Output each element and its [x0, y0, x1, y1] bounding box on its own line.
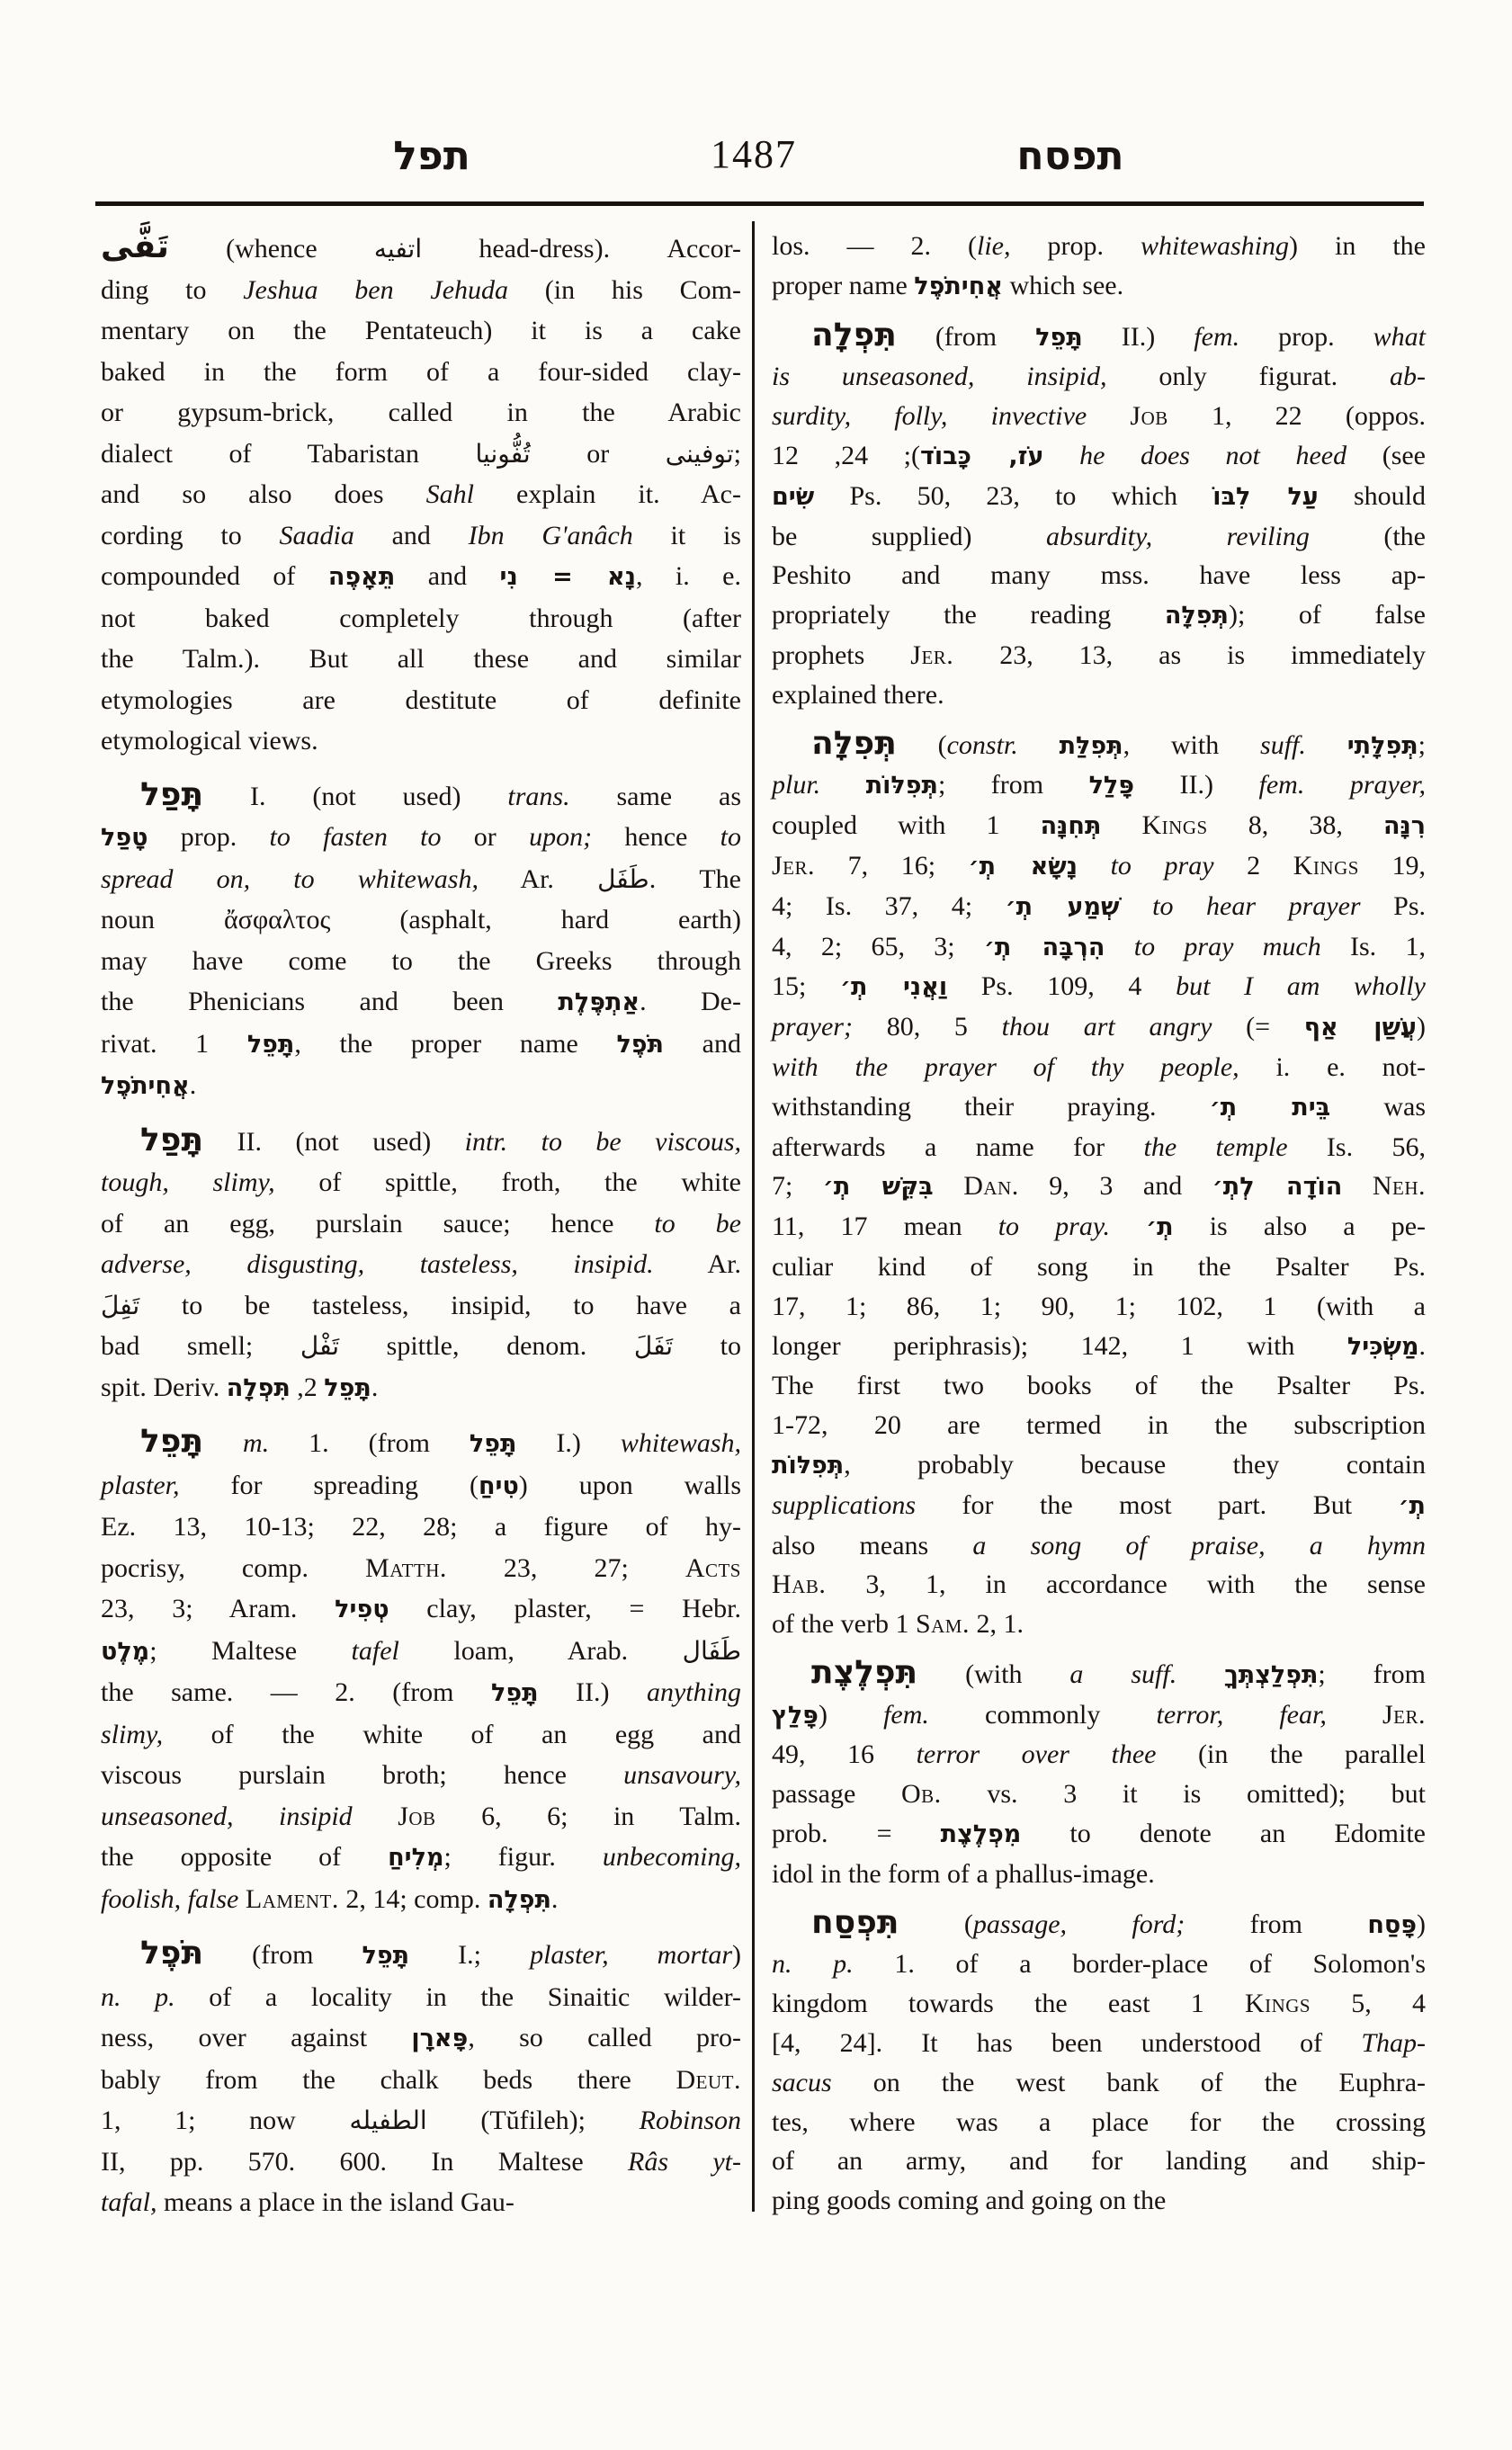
book-reference: Jer.: [910, 639, 954, 670]
hebrew-term: תָּפֵל: [491, 1679, 539, 1707]
text-line: cording to Saadia and Ibn G'anâch it is: [101, 520, 741, 550]
entry-paragraph: [772, 227, 1426, 307]
text-line: explained there.: [772, 679, 944, 710]
hebrew-term: תְ׳: [1398, 1491, 1426, 1520]
text-line: עֹז, כָּבוֹד); 24, 12 he does not heed (see: [772, 440, 1426, 470]
hebrew-term: פָּלַל: [1088, 772, 1135, 800]
text-line: 7; בִּקֵּשׁ תְ׳ Dan. 9, 3 and הוֹדָה לְתְ׳ Neh.: [772, 1171, 1427, 1202]
hebrew-term: אֲחִיתֹפֶל: [101, 1072, 190, 1100]
text-line: and so also does Sahl explain it. Ac-: [101, 479, 741, 509]
hebrew-term: תָּפֵל: [1035, 323, 1083, 352]
hebrew-term: פָּלַץ: [772, 1701, 819, 1730]
hebrew-term: תְּחִנָּה: [1040, 812, 1102, 841]
column-divider: [752, 221, 755, 2212]
header-keyword-left: תפל: [393, 133, 470, 179]
entry-paragraph: [772, 724, 1426, 1644]
text-line: tes, where was a place for the crossing: [772, 2106, 1426, 2137]
hebrew-term: תְּפִלָּה: [1164, 602, 1229, 630]
text-line: with the prayer of thy people, i. e. not-: [772, 1051, 1426, 1082]
text-line: withstanding their praying. בֵּית תְ׳ was: [772, 1091, 1427, 1122]
hebrew-term: תְּפִלָּתִי: [1346, 731, 1418, 760]
text-line: proper name אֲחִיתֹפֶל which see.: [772, 270, 1124, 300]
text-line: Ez. 13, 10-13; 22, 28; a figure of hy-: [101, 1512, 741, 1542]
hebrew-term: פָּסַח: [1367, 1910, 1417, 1939]
text-line: The first two books of the Psalter Ps.: [772, 1371, 1426, 1401]
header-rule: [95, 201, 1424, 206]
hebrew-term: תְ׳: [1146, 1213, 1174, 1242]
book-reference: Kings: [1141, 810, 1208, 841]
text-line: etymologies are destitute of definite: [101, 684, 741, 715]
text-line: sacus on the west bank of the Euphra-: [772, 2067, 1426, 2097]
book-reference: Sam.: [915, 1609, 970, 1640]
text-line: תְּפִלּוֹת, probably because they contain: [772, 1449, 1426, 1480]
hebrew-term: תְּפִלּוֹת: [865, 772, 938, 800]
text-line: prob. = מִפְלֶצֶת to denote an Edomite: [772, 1819, 1426, 1849]
hebrew-term: טִיחַ: [478, 1471, 519, 1500]
book-reference: Lament.: [245, 1883, 339, 1914]
text-line: 4; Is. 37, 4; שְׁמַע תְ׳ to hear prayer Ps.: [772, 890, 1427, 921]
arabic-term: تَفِلَ: [101, 1290, 140, 1320]
text-line: [4, 24]. It has been understood of Thap-: [772, 2028, 1426, 2059]
text-line: of the verb 1 Sam. 2, 1.: [772, 1609, 1024, 1640]
hebrew-term: טְפִיל: [335, 1596, 389, 1623]
hebrew-term: בֵּית תְ׳: [1209, 1093, 1331, 1122]
text-line: culiar kind of song in the Psalter Ps.: [772, 1251, 1426, 1282]
page-number: 1487: [711, 132, 797, 176]
text-line: unseasoned, insipid Job 6, 6; in Talm.: [101, 1801, 742, 1831]
text-line: تَفِلَ to be tasteless, insipid, to have a: [101, 1290, 741, 1320]
book-reference: Dan.: [963, 1171, 1019, 1202]
entry-paragraph: [101, 1120, 741, 1409]
text-line: טָפַל prop. to fasten to or upon; hence to: [101, 822, 741, 852]
entry-paragraph: [772, 316, 1426, 715]
hebrew-term: עֲשַׁן אַף: [1303, 1014, 1417, 1042]
text-line: or gypsum-brick, called in the Arabic: [101, 398, 741, 427]
text-line: 15; וַאֲנִי תְ׳ Ps. 109, 4 but I am wholly: [772, 971, 1427, 1002]
header-keyword-right: תפסח: [1016, 133, 1124, 179]
text-line: spread on, to whitewash, Ar. طَفَل. The: [101, 863, 741, 894]
text-line: תִּפְלָה (from תָּפֵל II.) fem. prop. what: [811, 316, 1426, 353]
hebrew-term: תָּפֵל: [469, 1430, 517, 1458]
arabic-term: تَفَلَ: [633, 1331, 674, 1361]
entry-paragraph: [772, 1653, 1426, 1894]
text-line: compounded of תֵּאָפֶה and נָא = נִי, i. e.: [101, 561, 741, 591]
text-line: viscous purslain broth; hence unsavoury,: [101, 1760, 741, 1790]
text-line: 23, 3; Aram. טְפִיל clay, plaster, = Hebr.: [101, 1594, 741, 1623]
entry-headword: תִּפְלֶצֶת: [811, 1653, 918, 1691]
text-line: kingdom towards the east 1 Kings 5, 4: [772, 1989, 1427, 2019]
text-line: slimy, of the white of an egg and: [101, 1719, 741, 1749]
book-reference: Hab.: [772, 1569, 827, 1600]
entry-headword: תֹּפֶל: [140, 1935, 204, 1972]
text-line: prophets Jer. 23, 13, as is immediately: [772, 639, 1426, 670]
text-line: supplications for the most part. But תְ׳: [772, 1489, 1426, 1520]
text-line: n. p. of a locality in the Sinaitic wilder-: [101, 1981, 742, 2012]
text-line: los. — 2. (lie, prop. whitewashing) in the: [772, 231, 1426, 261]
entry-headword: תִּפְלָה: [811, 316, 897, 353]
hebrew-term: נָשָׂא תְ׳: [968, 852, 1078, 881]
hebrew-term: מְלִיחַ: [388, 1844, 444, 1872]
book-reference: Job: [398, 1801, 436, 1831]
hebrew-term: תָּפֵל: [362, 1942, 410, 1970]
entry-paragraph: [101, 1421, 741, 1920]
hebrew-term: תִּפְלָה: [487, 1885, 551, 1914]
text-line: spit. Deriv. תָּפֵל 2, תִּפְלָה .: [101, 1372, 379, 1402]
hebrew-term: מִפְלֶצֶת: [940, 1820, 1022, 1849]
hebrew-term: וַאֲנִי תְ׳: [840, 973, 948, 1002]
hebrew-term: עֹז, כָּבוֹד: [920, 442, 1044, 470]
hebrew-term: תֹּפֶל: [616, 1030, 665, 1059]
hebrew-term: תְּפִלּוֹת: [772, 1451, 845, 1480]
entry-paragraph: [101, 1933, 741, 2223]
arabic-term: توفينى: [665, 438, 734, 469]
arabic-term: تَفْل: [300, 1331, 340, 1361]
hebrew-term: בִּקֵּשׁ תְ׳: [822, 1173, 934, 1202]
entry-paragraph: [101, 774, 741, 1107]
hebrew-term: עַל לִבּוֹ: [1212, 482, 1319, 511]
text-line: coupled with תְּחִנָּה 1 Kings 8, 38, רִנָּה: [772, 810, 1427, 841]
hebrew-term: תִּפְלָה: [226, 1373, 291, 1402]
text-line: Peshito and many mss. have less ap-: [772, 560, 1426, 591]
text-line: 11, 17 mean to pray. תְ׳ is also a pe-: [772, 1212, 1427, 1242]
text-line: bably from the chalk beds there Deut.: [101, 2064, 741, 2095]
book-reference: Kings: [1293, 850, 1359, 881]
text-line: 4, 2; 65, 3; הִרְבָּה תְ׳ to pray much Is. 1,: [772, 931, 1427, 961]
entry-headword: תְּפִלָּה: [811, 724, 897, 762]
text-line: 1-72, 20 are termed in the subscription: [772, 1410, 1426, 1441]
hebrew-term: פָּארָן: [411, 2025, 469, 2052]
right-column: [772, 227, 1426, 2221]
text-line: also means a song of praise, a hymn: [772, 1530, 1426, 1560]
text-line: 1, 1; now الطفيله (Tŭfileh); Robinson: [101, 2106, 742, 2135]
text-line: plaster, for spreading (טִיחַ) upon walls: [101, 1470, 741, 1500]
text-line: plur. תְּפִלּוֹת; from פָּלַל II.) fem. prayer,: [772, 770, 1426, 800]
text-line: تَفَّى (whence اتفيه head-dress). Accor-: [101, 228, 741, 265]
hebrew-term: אֲחִיתֹפֶל: [914, 272, 1003, 300]
text-line: the same. — 2. (from תָּפֵל II.) anything: [101, 1677, 741, 1707]
book-reference: Ob.: [901, 1779, 942, 1810]
text-line: מֶלֶט; Maltese tafel loam, Arab. طَفَال: [101, 1635, 741, 1666]
text-line: ping goods coming and going on the: [772, 2186, 1167, 2216]
hebrew-term: תָּפֵל: [324, 1373, 371, 1402]
text-line: rivat. תָּפֵל 1, the proper name תֹּפֶל and: [101, 1028, 741, 1059]
text-line: of an army, and for landing and ship-: [772, 2146, 1426, 2177]
book-reference: Deut.: [675, 2064, 741, 2095]
text-line: propriately the reading תְּפִלָּה); of false: [772, 600, 1426, 630]
entry-paragraph: [772, 1903, 1426, 2221]
text-line: afterwards a name for the temple Is. 56,: [772, 1131, 1426, 1162]
text-line: פָּלַץ) fem. commonly terror, fear, Jer.: [772, 1699, 1426, 1730]
book-reference: Acts: [684, 1552, 741, 1583]
text-line: שִׂים Ps. 50, 23, to which עַל לִבּוֹ should: [772, 480, 1426, 511]
text-line: dialect of Tabaristan تُفُّونيا or توفينى;: [101, 438, 741, 469]
text-line: תְּפִלָּה (constr. תְּפִלַּת, with suff. תְּפִלָּתִי;: [811, 724, 1426, 762]
text-line: surdity, folly, invective Job 1, 22 (oppos.: [772, 401, 1427, 432]
text-line: mentary on the Pentateuch) it is a cake: [101, 316, 741, 345]
left-column: [101, 227, 741, 2223]
text-line: תִּפְלֶצֶת (with a suff. תִּפְלַצְתְּךָ; from: [811, 1653, 1427, 1691]
text-line: the opposite of מְלִיחַ; figur. unbecoming,: [101, 1842, 741, 1872]
text-line: baked in the form of a four-sided clay-: [101, 356, 741, 387]
text-line: תִּפְסַח (passage, ford; from פָּסַח): [811, 1903, 1426, 1941]
text-line: not baked completely through (after: [101, 603, 741, 633]
hebrew-term: מֶלֶט: [101, 1637, 150, 1666]
text-line: longer periphrasis); 142, 1 with מַשְׂכִּיל.: [772, 1330, 1426, 1361]
text-line: may have come to the Greeks through: [101, 945, 741, 976]
hebrew-term: תִּפְלַצְתְּךָ: [1224, 1660, 1319, 1689]
text-line: Jer. 7, 16; נָשָׂא תְ׳ to pray 2 Kings 19,: [772, 850, 1427, 881]
text-line: 17, 1; 86, 1; 90, 1; 102, 1 (with a: [772, 1291, 1426, 1321]
entry-headword: تَفَّى: [101, 228, 169, 265]
entry-headword: תִּפְסַח: [811, 1903, 899, 1941]
hebrew-term: רִנָּה: [1382, 812, 1427, 841]
text-line: pocrisy, comp. Matth. 23, 27; Acts: [101, 1552, 741, 1583]
text-line: תָּפַל II. (not used) intr. to be viscous,: [140, 1121, 741, 1158]
text-line: noun ἄσφαλτος (asphalt, hard earth): [101, 905, 741, 934]
book-reference: Neh.: [1372, 1171, 1427, 1202]
text-line: 49, 16 terror over thee (in the parallel: [772, 1739, 1427, 1770]
book-reference: Jer.: [1382, 1699, 1426, 1730]
text-line: תָּפֵל m. 1. (from תָּפֵל I.) whitewash,: [140, 1423, 742, 1460]
entry-headword: תָּפַל: [140, 1121, 204, 1158]
text-line: adverse, disgusting, tasteless, insipid. Ar.: [101, 1249, 741, 1279]
text-line: Hab. 3, 1, in accordance with the sense: [772, 1569, 1426, 1600]
arabic-term: طَفَال: [682, 1635, 741, 1666]
hebrew-term: מַשְׂכִּיל: [1346, 1332, 1419, 1361]
text-line: tough, slimy, of spittle, froth, the white: [101, 1167, 741, 1197]
book-reference: Jer.: [772, 850, 816, 881]
text-line: ness, over against פָּארָן, so called pro-: [101, 2023, 741, 2052]
entry-headword: תָּפַל: [140, 775, 204, 813]
arabic-term: تُفُّونيا: [475, 438, 531, 469]
arabic-term: اتفيه: [373, 234, 423, 264]
text-line: תֹּפֶל (from תָּפֵל I.; plaster, mortar): [140, 1935, 741, 1972]
text-line: etymological views.: [101, 726, 318, 756]
book-reference: Kings: [1244, 1989, 1311, 2019]
text-line: foolish, false Lament. 2, 14; comp. תִּפְלָה.: [101, 1883, 559, 1914]
text-line: תָּפַל I. (not used) trans. same as: [140, 775, 741, 813]
entry-paragraph: [101, 227, 741, 762]
hebrew-term: תֵּאָפֶה: [327, 563, 396, 591]
text-line: idol in the form of a phallus-image.: [772, 1858, 1155, 1889]
hebrew-term: שִׂים: [772, 482, 815, 511]
hebrew-term: נָא = נִי: [499, 563, 636, 591]
hebrew-term: טָפַל: [101, 824, 148, 852]
text-line: אֲחִיתֹפֶל.: [101, 1070, 197, 1100]
text-line: n. p. 1. of a border-place of Solomon's: [772, 1949, 1426, 1980]
hebrew-term: אַתְפֶּלֶת: [558, 988, 640, 1016]
text-line: II, pp. 570. 600. In Maltese Râs yt-: [101, 2146, 742, 2177]
book-reference: Matth.: [365, 1552, 447, 1583]
hebrew-term: הִרְבָּה תְ׳: [983, 933, 1105, 961]
hebrew-term: תָּפֵל: [246, 1030, 295, 1059]
hebrew-term: תְּפִלַּת: [1059, 731, 1123, 760]
text-line: be supplied) absurdity, reviling (the: [772, 521, 1426, 551]
text-line: the Talm.). But all these and similar: [101, 644, 741, 674]
arabic-term: طَفَل: [597, 863, 649, 894]
text-line: passage Ob. vs. 3 it is omitted); but: [772, 1779, 1427, 1810]
text-line: tafal, means a place in the island Gau-: [101, 2187, 514, 2217]
text-line: prayer; 80, 5 thou art angry (= עֲשַׁן אַף): [772, 1012, 1426, 1042]
entry-headword: תָּפֵל: [140, 1423, 204, 1460]
text-line: bad smell; تَفْل spittle, denom. تَفَلَ to: [101, 1331, 741, 1361]
hebrew-term: הוֹדָה לְתְ׳: [1212, 1173, 1343, 1202]
hebrew-term: שְׁמַע תְ׳: [1005, 892, 1120, 921]
text-line: ding to Jeshua ben Jehuda (in his Com-: [101, 274, 741, 305]
text-line: the Phenicians and been אַתְפֶּלֶת. De-: [101, 987, 741, 1016]
book-reference: Job: [1130, 401, 1168, 432]
text-line: of an egg, purslain sauce; hence to be: [101, 1208, 741, 1238]
text-line: is unseasoned, insipid, only figurat. ab-: [772, 362, 1426, 392]
arabic-term: الطفيله: [349, 2106, 427, 2135]
